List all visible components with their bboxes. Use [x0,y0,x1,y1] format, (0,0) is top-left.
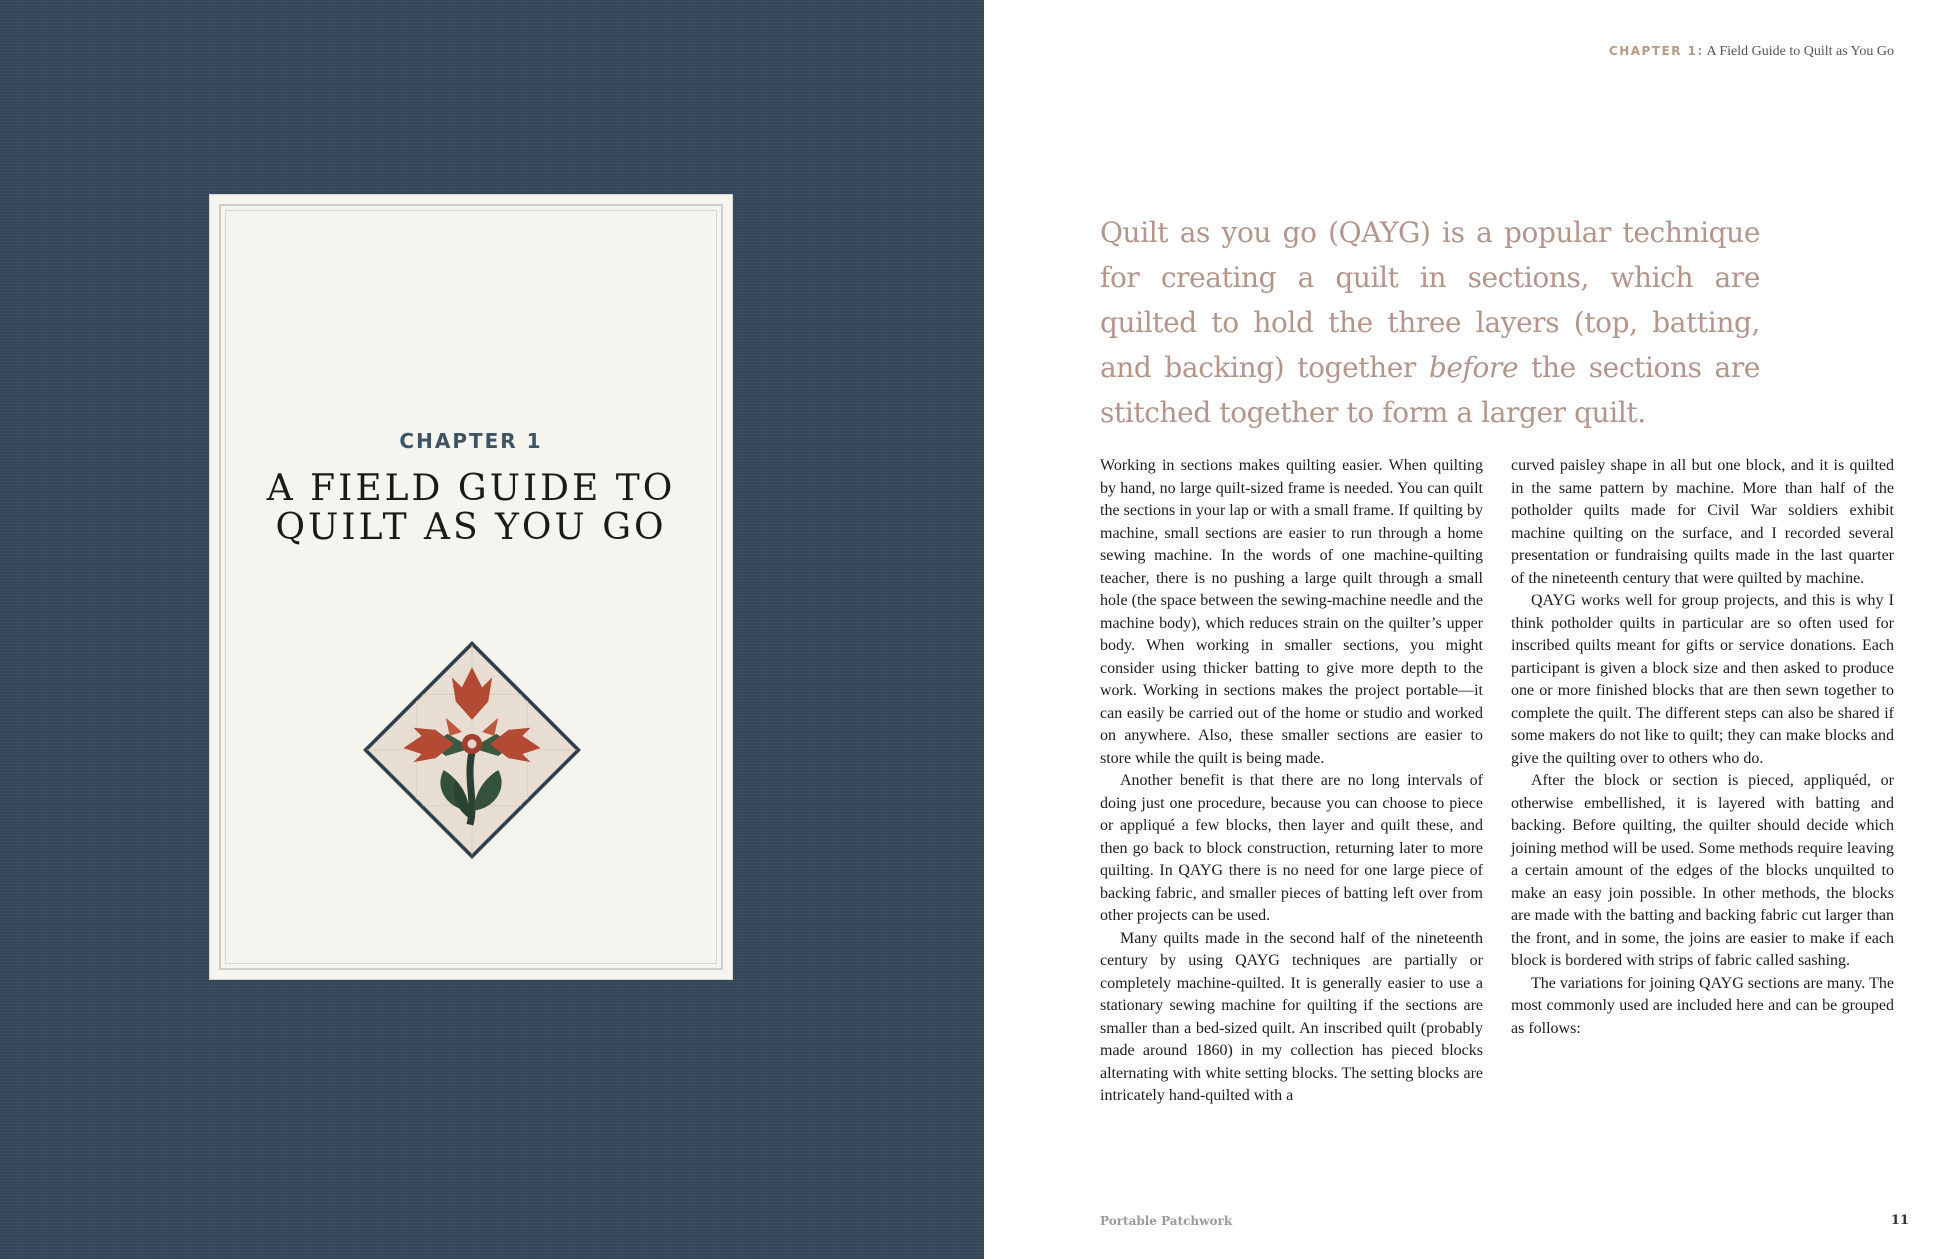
body-paragraph: The variations for joining QAYG sections are many. The most commonly used are included here and can be grouped as follows: [1511,974,1894,1037]
running-header-chapter: CHAPTER 1: [1608,44,1704,58]
running-header [1609,44,1894,60]
running-header-title: A Field Guide to Quilt as You Go [1706,44,1894,59]
body-paragraph: QAYG works well for group projects, and this is why I think potholder quilts in particular are so often used for inscribed quilts meant for gifts or service donations. Each participant is given a block size and then asked to produce one or more finished blocks that are then sewn together to complete the quilt. The different steps can also be shared if some makers do not like to quilt; they can make blocks and give the quilting over to others who do. [1511,592,1894,767]
chapter-title [210,469,732,547]
lead-text-part-2: the sections are stitched together to form a larger quilt. [1100,351,1760,429]
body-paragraph: Working in sections makes quilting easier. When quilting by hand, no large quilt-sized frame is needed. You can quilt the sections in your lap or with a small frame. If quilting by machine, small sections are easier to run through a home sewing machine. In the words of one machine-quilting teacher, there is no pushing a large quilt through a small hole (the space between the sewing-machine needle and the machine body), which reduces strain on the quilter’s upper body. When working in smaller sections, you might consider using thicker batting to give more depth to the work. Working in sections makes the project portable—it can easily be carried out of the home or studio and worked on anywhere. Also, these smaller sections are easier to store while the quilt is being made. [1100,457,1483,767]
body-column-right [1511,455,1894,1040]
body-paragraph: curved paisley shape in all but one block, and it is quilted in the same pattern by machine. More than half of the potholder quilts made for Civil War soldiers exhibit machine quilting on the surface, and I recorded several presentation or fundraising quilts made in the last quarter of the nineteenth century that were quilted by machine. [1511,457,1894,587]
body-column-left [1100,455,1483,1108]
chapter-card [210,195,732,979]
footer-page-number: 11 [1890,1213,1909,1228]
chapter-title-line-1: A FIELD GUIDE TO [266,468,676,509]
body-paragraph: Many quilts made in the second half of the nineteenth century by using QAYG techniques are partially or completely machine-quilted. It is generally easier to use a stationary sewing machine for quilting if the sections are smaller than a bed-sized quilt. An inscribed quilt (probably made around 1860) in my collection has pieced blocks alternating with white setting blocks. The setting blocks are intricately hand-quilted with a [1100,929,1483,1104]
lead-emphasis: before [1428,351,1519,384]
body-paragraph: Another benefit is that there are no long intervals of doing just one procedure, because you can choose to piece or appliqué a few blocks, then layer and quilt these, and then go back to block construction, returning later to more quilting. In QAYG there is no need for one large piece of backing fabric, and smaller pieces of batting left over from other projects can be used. [1100,772,1483,924]
chapter-title-line-2: QUILT AS YOU GO [275,507,667,548]
chapter-label: CHAPTER 1 [399,429,543,453]
lead-paragraph [1100,210,1760,435]
body-paragraph: After the block or section is pieced, appliquéd, or otherwise embellished, it is layered with batting and backing. Before quilting, the quilter should decide which joining method will be used. Some methods require leaving a certain amount of the edges of the blocks unquilted to make an easy join possible. In other methods, the blocks are made with the batting and backing fabric cut larger than the front, and in some, the joins are easier to make if each block is bordered with strips of fabric called sashing. [1511,772,1894,969]
tulip-quilt-block-icon [361,639,583,861]
lead-text-part-1: Quilt as you go (QAYG) is a popular technique for creating a quilt in sections, which are quilted to hold the three layers (top, batting, and backing) together [1100,216,1760,384]
footer-book-title: Portable Patchwork [1100,1214,1233,1228]
